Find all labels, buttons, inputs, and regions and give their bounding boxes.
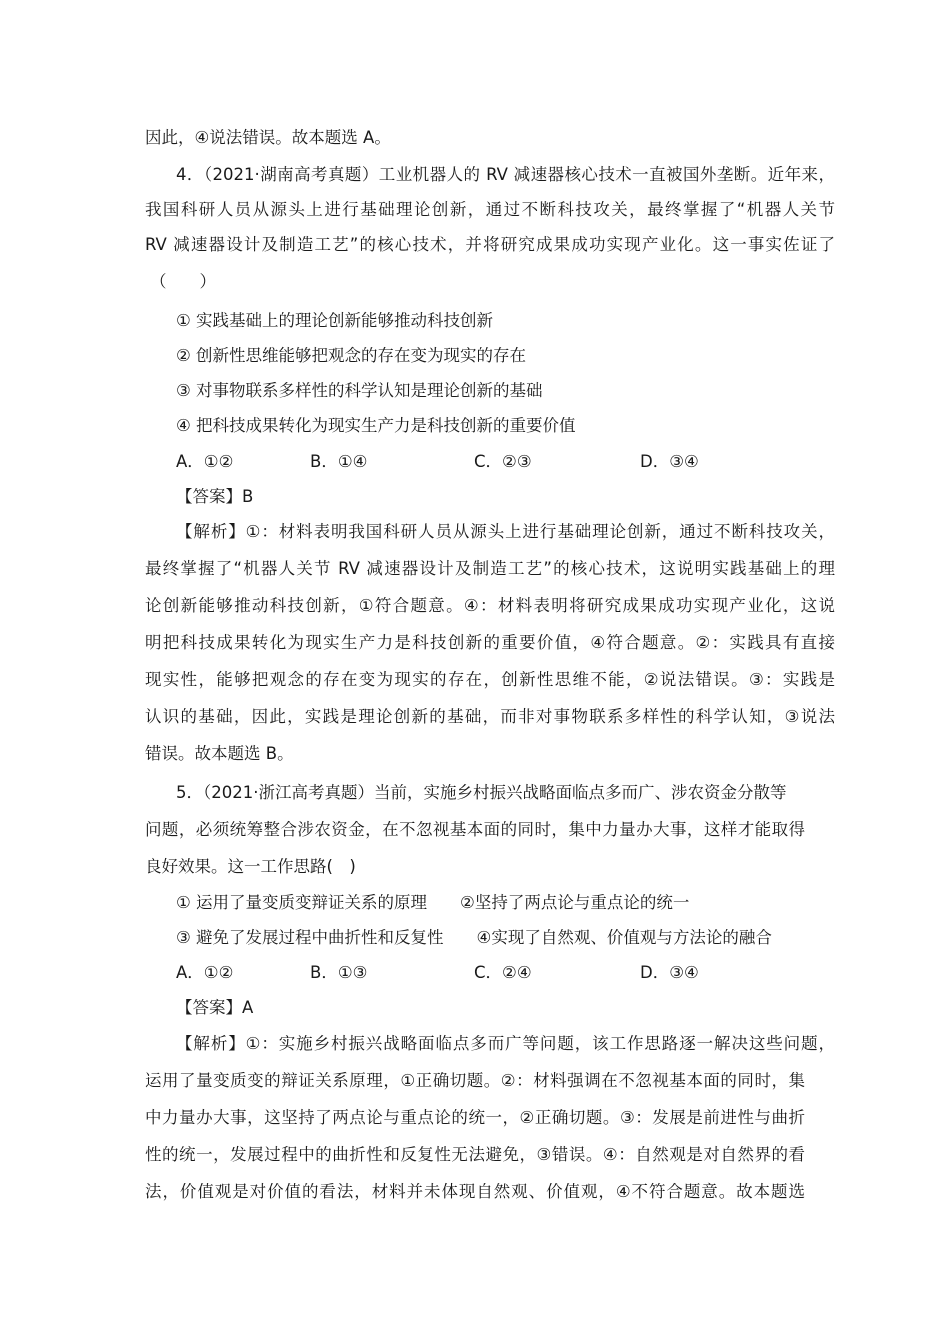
option-d: D．③④ (640, 963, 699, 982)
answer-label: 【答案】A (176, 998, 254, 1017)
text-line: 问题，必须统筹整合涉农资金，在不忽视基本面的同时，集中力量办大事，这样才能取得 (145, 820, 805, 839)
question-4-stem: 4．（2021·湖南高考真题）工业机器人的 RV 减速器核心技术一直被国外垄断。近年来， (176, 165, 835, 184)
text-line: 最终掌握了“机器人关节 RV 减速器设计及制造工艺”的核心技术，这说明实践基础上的理 (145, 559, 835, 578)
answer-blank: （ ） (150, 272, 216, 291)
text-line: 运用了量变质变的辩证关系原理，①正确切题。②：材料强调在不忽视基本面的同时，集 (145, 1071, 805, 1090)
statement-row-1: ① 运用了量变质变辩证关系的原理 ②坚持了两点论与重点论的统一 (176, 893, 690, 912)
statement-3: ③ 对事物联系多样性的科学认知是理论创新的基础 (176, 381, 543, 400)
text-line: 明把科技成果转化为现实生产力是科技创新的重要价值，④符合题意。②：实践具有直接 (145, 633, 835, 652)
statement-4: ④ 把科技成果转化为现实生产力是科技创新的重要价值 (176, 416, 576, 435)
option-a: A．①② (176, 452, 234, 471)
text-line: 因此，④说法错误。故本题选 A。 (145, 128, 391, 147)
option-c: C．②③ (474, 452, 532, 471)
question-5-stem: 5．（2021·浙江高考真题）当前，实施乡村振兴战略面临点多而广、涉农资金分散等 (176, 783, 787, 802)
text-line: 良好效果。这一工作思路( ) (145, 857, 356, 876)
option-b: B．①③ (310, 963, 368, 982)
analysis-text: 【解析】①：材料表明我国科研人员从源头上进行基础理论创新，通过不断科技攻关， (176, 522, 835, 541)
text-line: 认识的基础，因此，实践是理论创新的基础，而非对事物联系多样性的科学认知，③说法 (145, 707, 835, 726)
text-line: 我国科研人员从源头上进行基础理论创新，通过不断科技攻关，最终掌握了“机器人关节 (145, 200, 835, 219)
analysis-text: 【解析】①：实施乡村振兴战略面临点多而广等问题，该工作思路逐一解决这些问题， (176, 1034, 835, 1053)
text-line: 现实性，能够把观念的存在变为现实的存在，创新性思维不能，②说法错误。③：实践是 (145, 670, 835, 689)
text-line: RV 减速器设计及制造工艺”的核心技术，并将研究成果成功实现产业化。这一事实佐证了 (145, 235, 835, 254)
text-line: 法，价值观是对价值的看法，材料并未体现自然观、价值观，④不符合题意。故本题选 (145, 1182, 805, 1201)
text-line: 错误。故本题选 B。 (145, 744, 294, 763)
option-d: D．③④ (640, 452, 699, 471)
text-line: 性的统一，发展过程中的曲折性和反复性无法避免，③错误。④：自然观是对自然界的看 (145, 1145, 805, 1164)
text-line: 中力量办大事，这坚持了两点论与重点论的统一，②正确切题。③：发展是前进性与曲折 (145, 1108, 805, 1127)
option-a: A．①② (176, 963, 234, 982)
statement-row-2: ③ 避免了发展过程中曲折性和反复性 ④实现了自然观、价值观与方法论的融合 (176, 928, 772, 947)
option-c: C．②④ (474, 963, 532, 982)
answer-label: 【答案】B (176, 487, 254, 506)
statement-2: ② 创新性思维能够把观念的存在变为现实的存在 (176, 346, 527, 365)
text-line: 论创新能够推动科技创新，①符合题意。④：材料表明将研究成果成功实现产业化，这说 (145, 596, 835, 615)
option-b: B．①④ (310, 452, 368, 471)
statement-1: ① 实践基础上的理论创新能够推动科技创新 (176, 311, 494, 330)
